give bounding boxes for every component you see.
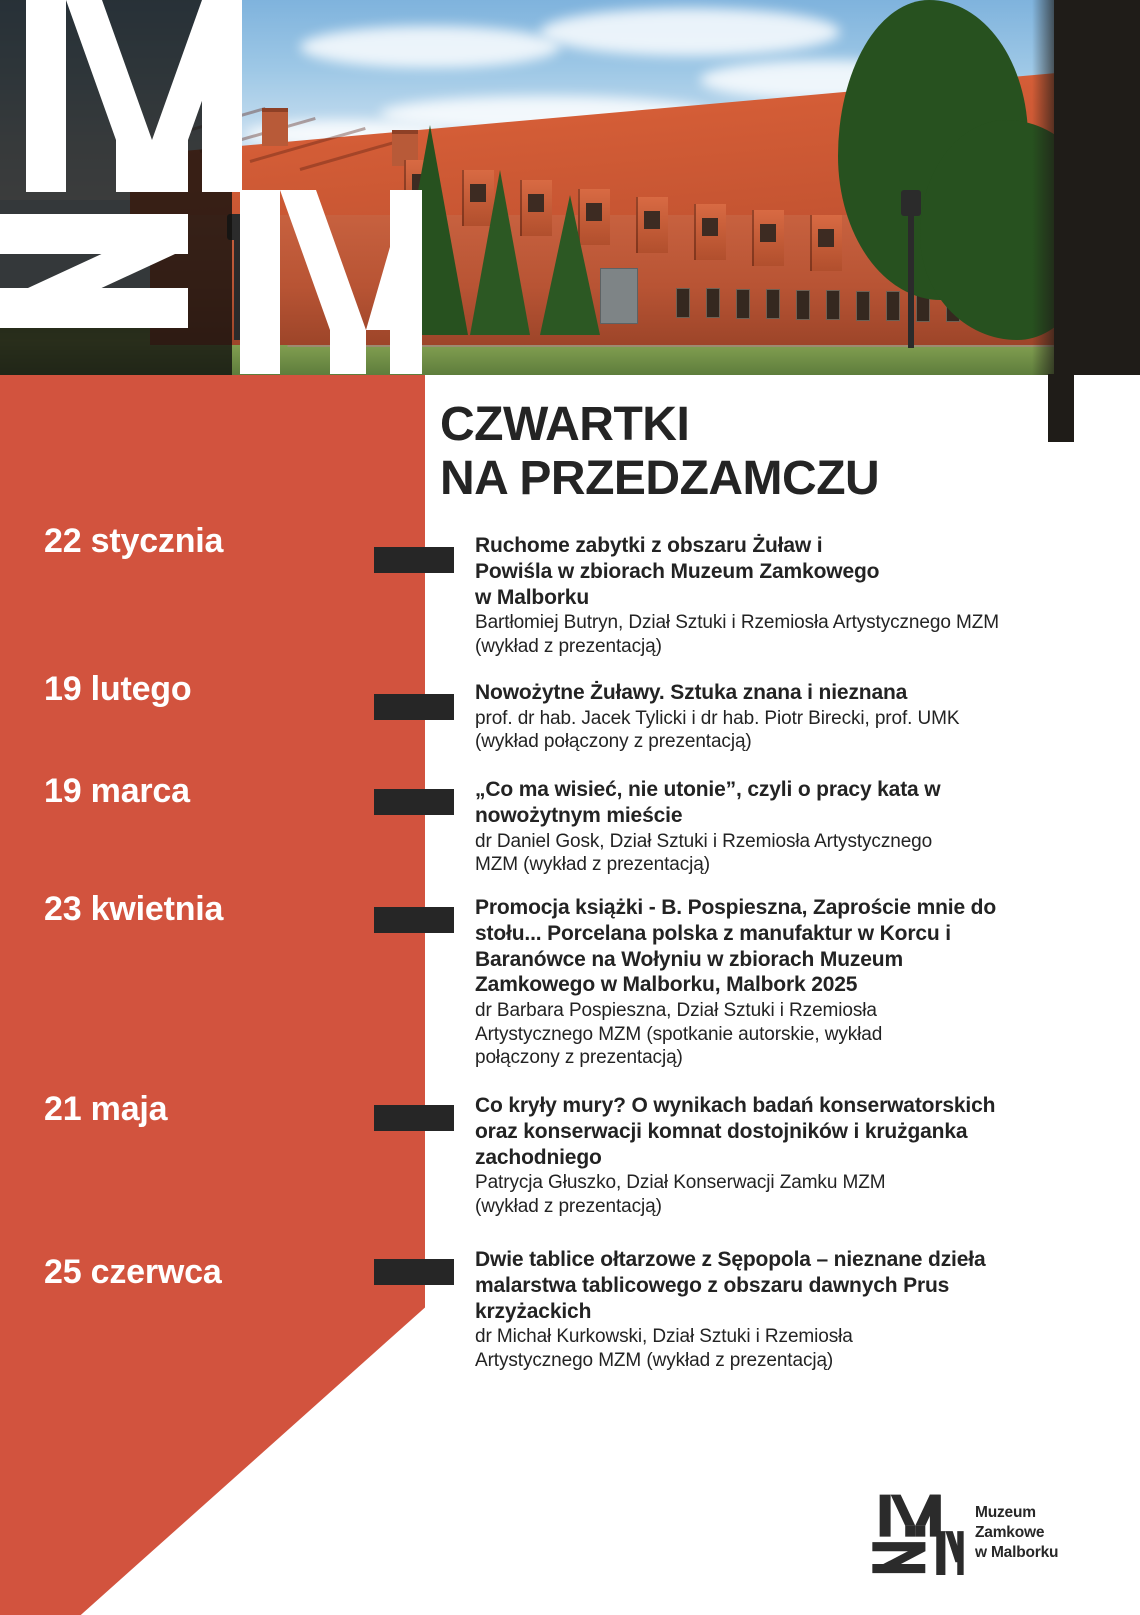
cloud	[540, 8, 840, 56]
event-title-4	[475, 895, 1100, 998]
cloud	[300, 26, 560, 68]
logo-line: w Malborku	[975, 1543, 1059, 1561]
event-speaker-line: Artystycznego MZM (wykład z prezentacją)	[475, 1350, 834, 1372]
event-entry-5	[475, 1093, 1100, 1219]
lamp-head	[901, 190, 921, 216]
page-title	[440, 398, 1100, 506]
event-title-3	[475, 777, 1100, 829]
event-speaker-line: Patrycja Głuszko, Dział Konserwacji Zamku MZM	[475, 1172, 886, 1194]
event-title-line: Ruchome zabytki z obszaru Żuław i	[475, 534, 823, 557]
event-marker-1	[374, 547, 454, 573]
event-speaker-line: Artystycznego MZM (spotkanie autorskie, wykład	[475, 1023, 883, 1045]
event-speaker-line: dr Barbara Pospieszna, Dział Sztuki i Rzemiosła	[475, 1000, 877, 1022]
event-speaker-5	[475, 1171, 1100, 1218]
event-speaker-line: (wykład z prezentacją)	[475, 636, 662, 658]
event-speaker-line: prof. dr hab. Jacek Tylicki i dr hab. Piotr Birecki, prof. UMK	[475, 707, 960, 729]
window	[886, 291, 900, 321]
window	[856, 291, 870, 321]
title-line-2: NA PRZEDZAMCZU	[440, 452, 880, 506]
photo-right-shade	[1054, 0, 1140, 375]
event-speaker-3	[475, 830, 1100, 877]
event-marker-2	[374, 694, 454, 720]
event-marker-3	[374, 789, 454, 815]
event-title-line: Powiśla w zbiorach Muzeum Zamkowego	[475, 559, 880, 583]
event-marker-4	[374, 907, 454, 933]
event-speaker-line: (wykład połączony z prezentacją)	[475, 731, 752, 753]
logo-line: Zamkowe	[975, 1524, 1045, 1542]
event-title-line: malarstwa tablicowego z obszaru dawnych Prus	[475, 1273, 950, 1297]
lamp-post	[234, 230, 240, 340]
event-speaker-line: dr Michał Kurkowski, Dział Sztuki i Rzemiosła	[475, 1326, 853, 1348]
event-title-line: Dwie tablice ołtarzowe z Sępopola – nieznane dzieła	[475, 1248, 986, 1271]
event-date-4: 23 kwietnia	[44, 890, 224, 928]
information-plaque	[600, 268, 638, 324]
event-title-line: „Co ma wisieć, nie utonie”, czyli o pracy kata w	[475, 778, 941, 801]
event-title-line: oraz konserwacji komnat dostojników i krużganka	[475, 1119, 968, 1143]
event-title-line: w Malborku	[475, 585, 590, 609]
event-date-6: 25 czerwca	[44, 1253, 222, 1291]
event-entry-2	[475, 680, 1100, 754]
event-speaker-2	[475, 707, 1100, 754]
event-title-line: Co kryły mury? O wynikach badań konserwatorskich	[475, 1094, 996, 1117]
window	[706, 288, 720, 318]
event-title-line: Baranówce na Wołyniu w zbiorach Muzeum	[475, 947, 903, 971]
event-speaker-line: dr Daniel Gosk, Dział Sztuki i Rzemiosła Artystycznego	[475, 830, 933, 852]
event-entry-4	[475, 895, 1100, 1070]
event-title-line: Nowożytne Żuławy. Sztuka znana i nieznana	[475, 681, 908, 704]
event-date-2: 19 lutego	[44, 670, 192, 708]
event-speaker-1	[475, 611, 1100, 658]
window	[676, 288, 690, 318]
event-title-5	[475, 1093, 1100, 1170]
event-title-line: stołu... Porcelana polska z manufaktur w Korcu i	[475, 921, 951, 945]
conifer-tree	[392, 125, 468, 335]
event-title-line: Zamkowego w Malborku, Malbork 2025	[475, 973, 858, 997]
museum-logo-text	[975, 1503, 1058, 1562]
window	[796, 290, 810, 320]
event-title-line: nowożytnym mieście	[475, 803, 683, 827]
window	[766, 289, 780, 319]
event-date-5: 21 maja	[44, 1090, 168, 1128]
event-title-line: Promocja książki - B. Pospieszna, Zaproście mnie do	[475, 896, 997, 919]
event-speaker-line: połączony z prezentacją)	[475, 1047, 683, 1069]
event-speaker-line: MZM (wykład z prezentacją)	[475, 854, 710, 876]
event-entry-1	[475, 533, 1100, 659]
conifer-tree	[470, 170, 530, 335]
event-speaker-line: (wykład z prezentacją)	[475, 1196, 662, 1218]
event-marker-6	[374, 1259, 454, 1285]
lamp-post	[908, 208, 914, 348]
event-speaker-line: Bartłomiej Butryn, Dział Sztuki i Rzemiosła Artystycznego MZM	[475, 612, 999, 634]
event-title-1	[475, 533, 1100, 610]
event-entry-6	[475, 1247, 1100, 1373]
photo-left-shade	[0, 0, 232, 375]
mzm-logo-icon	[872, 1491, 964, 1575]
museum-logo	[872, 1490, 1092, 1576]
roof-dormer	[636, 197, 668, 253]
red-sidebar-panel	[0, 375, 425, 1615]
event-date-1: 22 stycznia	[44, 522, 224, 560]
window	[826, 290, 840, 320]
logo-line: Muzeum	[975, 1504, 1036, 1522]
roof-dormer	[694, 204, 726, 260]
hero-photo	[0, 0, 1140, 375]
roof-dormer	[752, 210, 784, 266]
event-title-line: zachodniego	[475, 1145, 602, 1169]
event-date-3: 19 marca	[44, 772, 190, 810]
chimney	[262, 108, 288, 146]
event-entry-3	[475, 777, 1100, 877]
event-title-line: krzyżackich	[475, 1299, 592, 1323]
event-title-2	[475, 680, 1100, 706]
roof-dormer	[810, 215, 842, 271]
conifer-tree	[540, 195, 600, 335]
event-title-6	[475, 1247, 1100, 1324]
title-line-1: CZWARTKI	[440, 398, 690, 451]
event-speaker-6	[475, 1325, 1100, 1372]
window	[736, 289, 750, 319]
event-speaker-4	[475, 999, 1100, 1070]
event-marker-5	[374, 1105, 454, 1131]
